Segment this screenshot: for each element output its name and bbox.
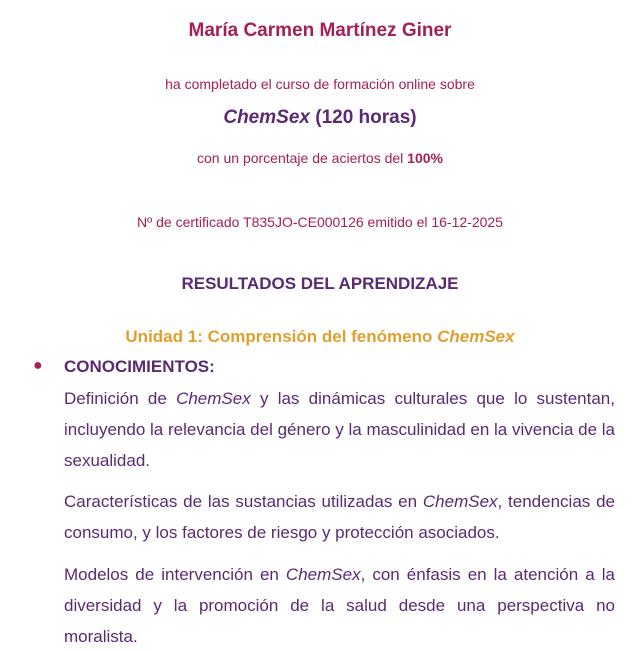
- course-name: ChemSex: [223, 107, 310, 128]
- recipient-name: María Carmen Martínez Giner: [188, 20, 452, 41]
- certificate-number: Nº de certificado T835JO-CE000126 emitido el 16-12-2025: [137, 214, 503, 230]
- paragraph-emphasis: ChemSex: [285, 565, 361, 584]
- score-line: [0, 150, 640, 166]
- paragraph-emphasis: ChemSex: [176, 389, 251, 408]
- paragraph-emphasis: ChemSex: [422, 492, 498, 511]
- score-value: 100%: [407, 150, 443, 166]
- unit-heading: [0, 327, 640, 347]
- unit-heading-emphasis: ChemSex: [437, 327, 515, 346]
- paragraph-text: , con énfasis en la atención a la diversidad y la promoción de la salud desde una perspectiva no moralista.: [64, 565, 615, 646]
- paragraph-text: Modelos de intervención en: [64, 565, 279, 584]
- knowledge-paragraph-3: [64, 559, 615, 652]
- paragraph-text: y las dinámicas culturales que lo sustentan, incluyendo la relevancia del género y la masculinidad en la vivencia de la sexualidad.: [64, 389, 615, 470]
- paragraph-text: Características de las sustancias utilizadas en: [64, 492, 418, 511]
- knowledge-paragraph-2: [64, 486, 615, 548]
- completion-statement: ha completado el curso de formación online sobre: [165, 76, 475, 92]
- score-prefix: con un porcentaje de aciertos del: [197, 150, 404, 166]
- bullet-icon: ●: [33, 357, 43, 374]
- course-hours: (120 horas): [315, 107, 417, 128]
- results-heading: RESULTADOS DEL APRENDIZAJE: [181, 274, 459, 293]
- course-title: [0, 107, 640, 129]
- paragraph-text: Definición de: [64, 389, 167, 408]
- unit-heading-prefix: Unidad 1: Comprensión del fenómeno: [125, 327, 433, 346]
- knowledge-heading: CONOCIMIENTOS:: [64, 357, 215, 376]
- knowledge-paragraph-1: [64, 383, 615, 476]
- paragraph-text: , tendencias de consumo, y los factores de riesgo y protección asociados.: [64, 492, 615, 542]
